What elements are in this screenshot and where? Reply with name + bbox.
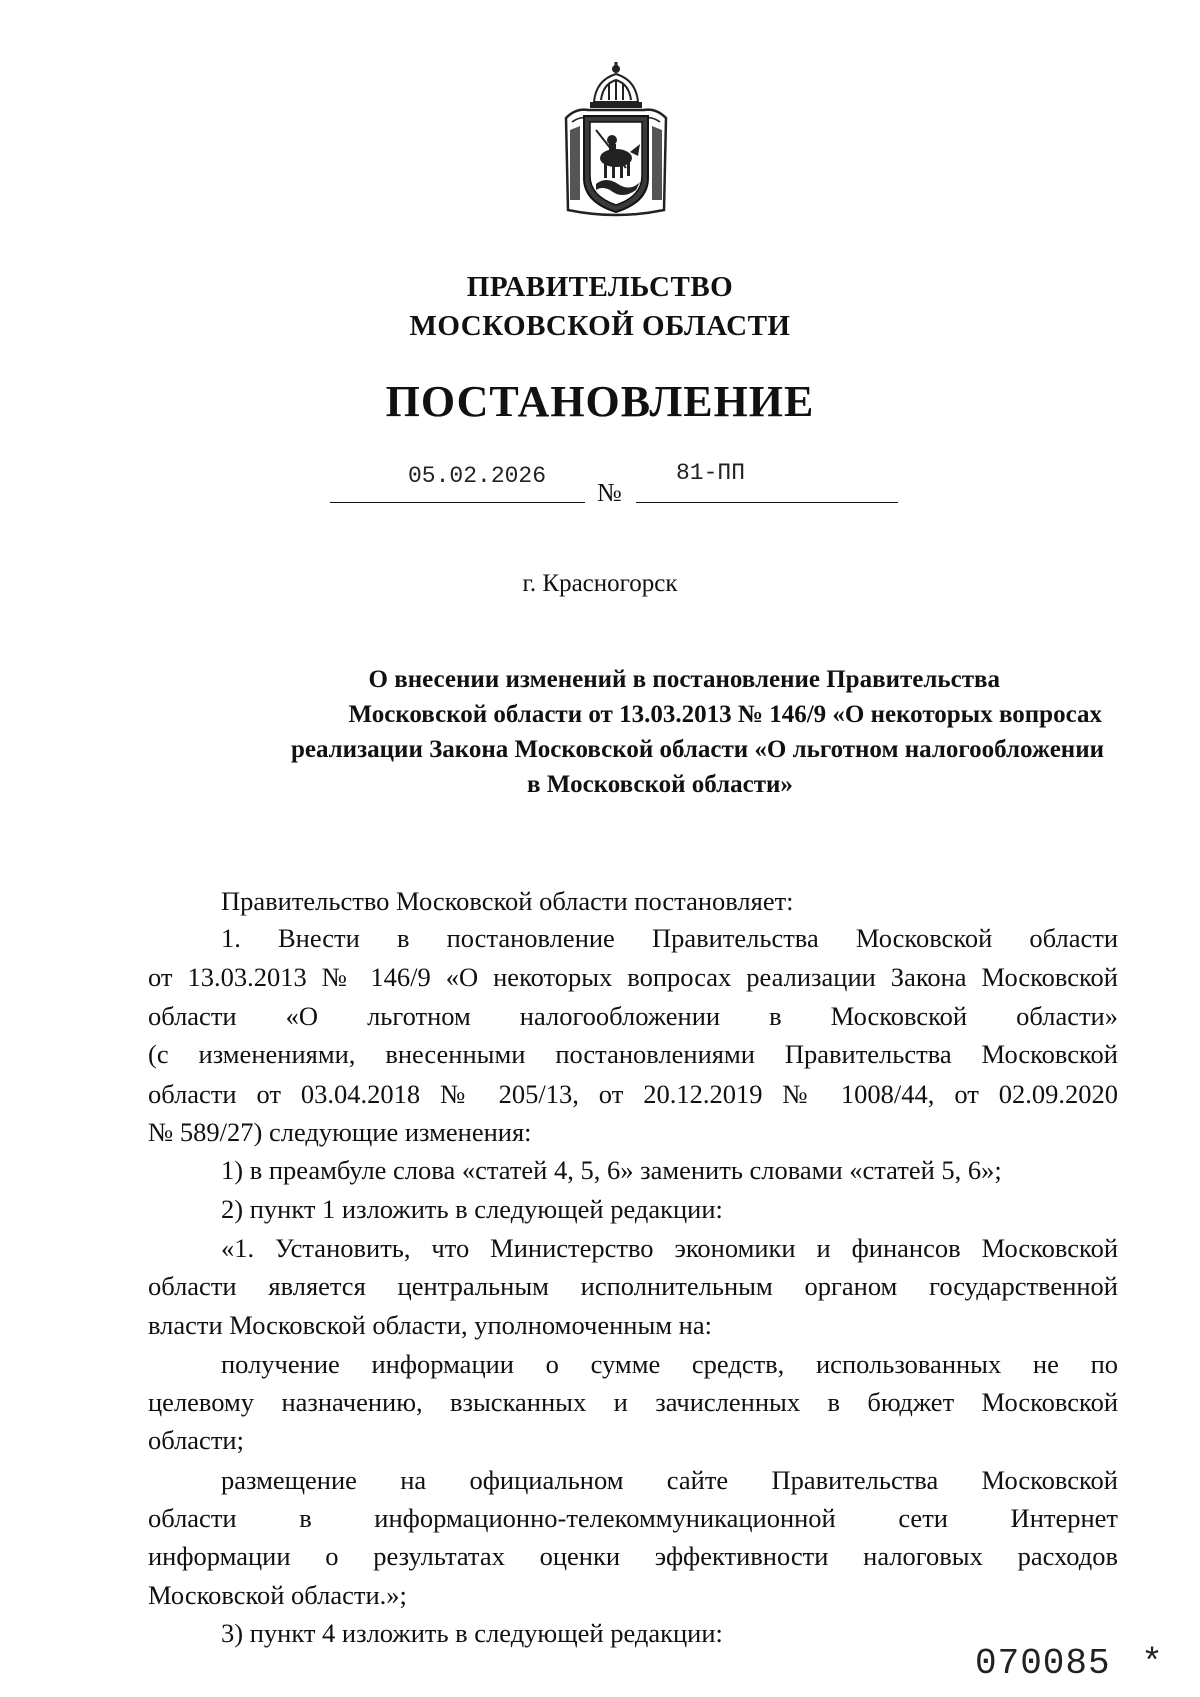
body-line: 1. Внести в постановление Правительства Московской области — [221, 923, 1118, 954]
city-of-issue: г. Красногорск — [522, 570, 678, 597]
body-line: области является центральным исполнительным органом государственной — [148, 1271, 1118, 1302]
body-line: Московской области.»; — [148, 1579, 407, 1610]
number-sign: № — [597, 478, 622, 507]
document-subject — [140, 662, 1120, 802]
body-line: 3) пункт 4 изложить в следующей редакции: — [221, 1618, 723, 1648]
body-line: «1. Установить, что Министерство экономики и финансов Московской — [221, 1232, 1118, 1263]
body-line: размещение на официальном сайте Правительства Московской — [221, 1464, 1118, 1495]
document-type-title: ПОСТАНОВЛЕНИЕ — [385, 377, 815, 426]
serial-mark: * — [1141, 1643, 1164, 1684]
coat-of-arms-emblem — [556, 60, 676, 220]
body-line: (с изменениями, внесенными постановлениями Правительства Московской — [148, 1039, 1118, 1070]
date-underline — [330, 502, 585, 503]
body-line: информации о результатах оценки эффективности налоговых расходов — [148, 1541, 1118, 1572]
subject-line: реализации Закона Московской области «О льготном налогообложении — [290, 736, 1104, 763]
body-line: целевому назначению, взысканных и зачисленных в бюджет Московской — [148, 1387, 1118, 1418]
subject-line: О внесении изменений в постановление Правительства — [368, 666, 1000, 693]
subject-line: Московской области от 13.03.2013 № 146/9 «О некоторых вопросах — [348, 701, 1102, 728]
serial-digits: 070085 — [975, 1643, 1111, 1684]
organization-name-line1: ПРАВИТЕЛЬСТВО — [466, 271, 734, 303]
body-line: получение информации о сумме средств, использованных не по — [221, 1348, 1118, 1379]
body-line: области; — [148, 1425, 244, 1456]
document-date: 05.02.2026 — [408, 463, 547, 489]
organization-name-line2: МОСКОВСКОЙ ОБЛАСТИ — [409, 310, 791, 342]
body-line: области в информационно-телекоммуникационной сети Интернет — [148, 1502, 1118, 1533]
body-line: 2) пункт 1 изложить в следующей редакции: — [221, 1193, 723, 1224]
body-line: Правительство Московской области постановляет: — [221, 886, 794, 916]
body-line: от 13.03.2013 № 146/9 «О некоторых вопросах реализации Закона Московской — [148, 961, 1118, 992]
body-line: № 589/27) следующие изменения: — [148, 1116, 532, 1147]
number-underline — [636, 502, 898, 503]
document-serial-number — [975, 1643, 1164, 1684]
body-line: 1) в преамбуле слова «статей 4, 5, 6» заменить словами «статей 5, 6»; — [221, 1155, 1002, 1186]
body-line: области «О льготном налогообложении в Московской области» — [148, 1001, 1118, 1032]
document-number: 81-ПП — [676, 460, 746, 486]
body-line: власти Московской области, уполномоченным на: — [148, 1309, 712, 1340]
body-line: области от 03.04.2018 № 205/13, от 20.12.2019 № 1008/44, от 02.09.2020 — [148, 1078, 1118, 1109]
subject-line: в Московской области» — [527, 771, 793, 798]
